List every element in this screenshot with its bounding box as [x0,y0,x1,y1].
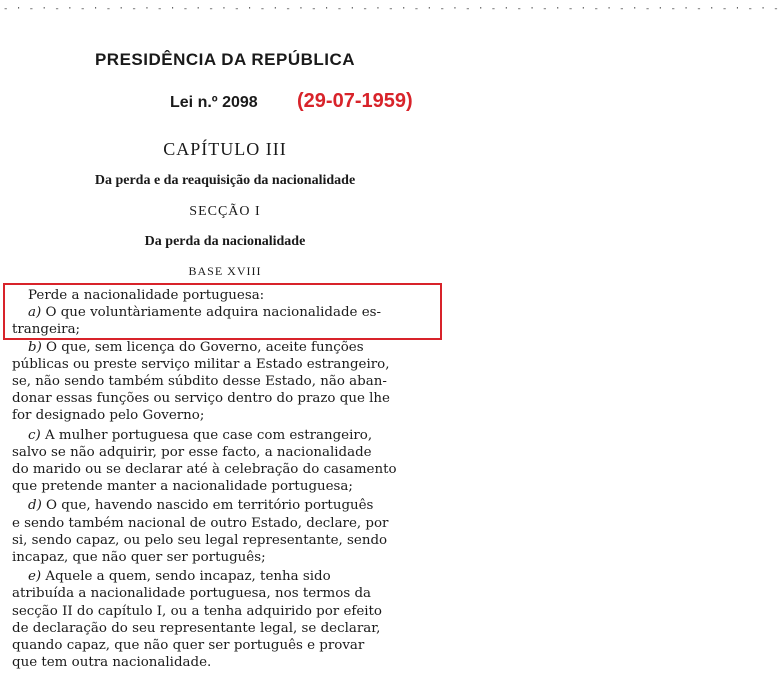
clause-line: de declaração do seu representante legal, se declarar, [12,620,381,636]
clause-label: c) [28,427,41,443]
clause-label: d) [28,498,42,514]
clause-line: for designado pelo Governo; [12,408,205,424]
clause-line: si, sendo capaz, ou pelo seu legal representante, sendo [12,532,388,548]
clause-label: a) [28,305,42,321]
clause-line: incapaz, que não quer ser português; [12,550,266,566]
clause-d [12,497,438,566]
clause-line: do marido ou se declarar até à celebração do casamento [12,462,397,478]
clause-line: donar essas funções ou serviço dentro do prazo que lhe [12,391,390,407]
section-subtitle: Da perda da nacionalidade [144,234,306,249]
intro-paragraph [12,287,438,304]
clause-line: atribuída a nacionalidade portuguesa, nos termos da [12,586,372,602]
clause-line: O que, havendo nascido em território português [41,498,374,514]
chapter-heading: CAPÍTULO III [163,139,287,159]
clause-b [12,339,438,425]
clause-line: secção II do capítulo I, ou a tenha adquirido por efeito [12,603,382,619]
clause-line: Aquele a quem, sendo incapaz, tenha sido [41,569,331,585]
clause-label: b) [28,339,42,355]
top-ornament-rule: - · - · - · - · - · - · - · - · - · - · - · - · - · - · - · - · - · - · - · - · - · - · - · - · - · - · - · - · - · - · - [3,4,780,14]
page-header: PRESIDÊNCIA DA REPÚBLICA [94,50,356,69]
section-heading: SECÇÃO I [189,204,261,219]
clause-line: O que, sem licença do Governo, aceite funções [41,339,364,355]
clause-line: que tem outra nacionalidade. [12,655,212,671]
clause-line: se, não sendo também súbdito desse Estado, não aban- [12,374,387,390]
clause-line: que pretende manter a nacionalidade portuguesa; [12,479,353,495]
clause-c [12,427,438,496]
clause-line: O que voluntàriamente adquira nacionalidade es- [41,305,382,321]
clause-line: A mulher portuguesa que case com estrangeiro, [40,427,373,443]
chapter-subtitle: Da perda e da reaquisição da nacionalidade [94,173,356,188]
clause-a [12,304,438,338]
base-heading: BASE XVIII [188,264,262,278]
clause-line: e sendo também nacional de outro Estado, declare, por [12,515,389,531]
clause-line: trangeira; [12,322,81,338]
clause-line: salvo se não adquirir, por esse facto, a nacionalidade [12,444,372,460]
clause-line: quando capaz, que não quer ser português e provar [12,638,365,654]
body-text [12,287,438,671]
law-number: Lei n.º 2098 [170,94,258,111]
clause-label: e) [28,569,42,585]
date-annotation: (29-07-1959) [297,90,413,112]
clause-e [12,568,438,671]
intro-line: Perde a nacionalidade portuguesa: [28,288,265,303]
clause-line: públicas ou preste serviço militar a Estado estrangeiro, [12,356,390,372]
